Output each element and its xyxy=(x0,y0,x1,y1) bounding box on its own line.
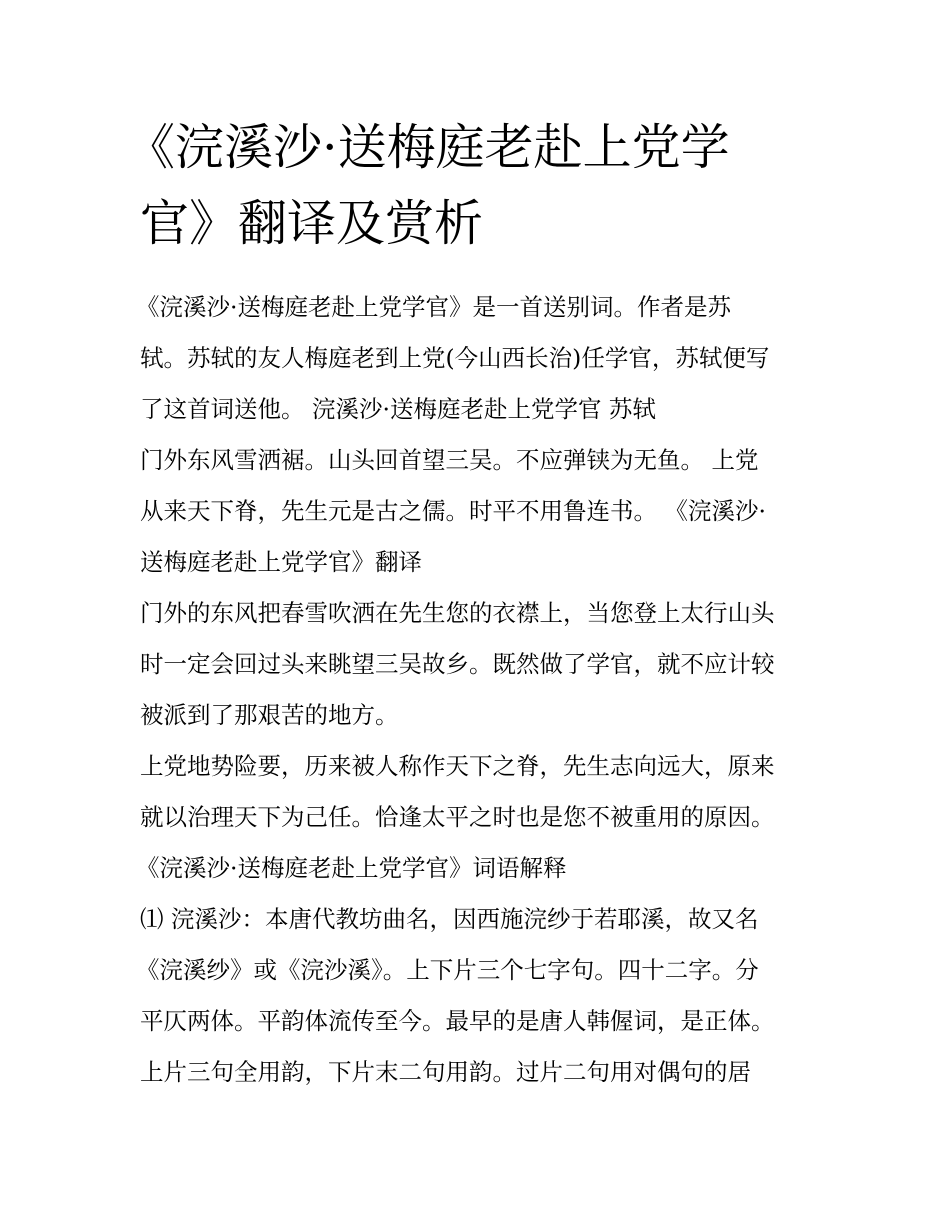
body-line: 上党地势险要，历来被人称作天下之脊，先生志向远大，原来 xyxy=(140,752,775,780)
body-line: 送梅庭老赴上党学官》翻译 xyxy=(140,548,422,576)
body-line: 轼。苏轼的友人梅庭老到上党(今山西长治)任学官，苏轼便写 xyxy=(140,344,770,372)
title-line: 官》翻译及赏析 xyxy=(140,195,484,252)
document-title xyxy=(126,110,840,262)
body-line: 了这首词送他。 浣溪沙·送梅庭老赴上党学官 苏轼 xyxy=(140,395,656,423)
body-line: ⑴ 浣溪沙：本唐代教坊曲名，因西施浣纱于若耶溪，故又名 xyxy=(140,905,759,933)
body-line: 就以治理天下为己任。恰逢太平之时也是您不被重用的原因。 xyxy=(140,803,775,831)
body-line: 时一定会回过头来眺望三吴故乡。既然做了学官，就不应计较 xyxy=(140,650,775,678)
body-line: 从来天下脊，先生元是古之儒。时平不用鲁连书。 《浣溪沙· xyxy=(140,497,766,525)
body-line: 上片三句全用韵，下片末二句用韵。过片二句用对偶句的居 xyxy=(140,1058,751,1086)
body-line: 门外东风雪洒裾。山头回首望三吴。不应弹铗为无鱼。 上党 xyxy=(140,446,759,474)
body-line: 平仄两体。平韵体流传至今。最早的是唐人韩偓词，是正体。 xyxy=(140,1007,775,1035)
body-line: 《浣溪纱》或《浣沙溪》。上下片三个七字句。四十二字。分 xyxy=(136,956,759,984)
body-line: 《浣溪沙·送梅庭老赴上党学官》是一首送别词。作者是苏 xyxy=(136,293,731,321)
body-line: 门外的东风把春雪吹洒在先生您的衣襟上，当您登上太行山头 xyxy=(140,599,775,627)
body-line: 《浣溪沙·送梅庭老赴上党学官》词语解释 xyxy=(136,854,567,882)
title-line: 《浣溪沙·送梅庭老赴上党学 xyxy=(126,119,730,176)
document-body xyxy=(136,282,820,1098)
body-line: 被派到了那艰苦的地方。 xyxy=(140,701,399,729)
